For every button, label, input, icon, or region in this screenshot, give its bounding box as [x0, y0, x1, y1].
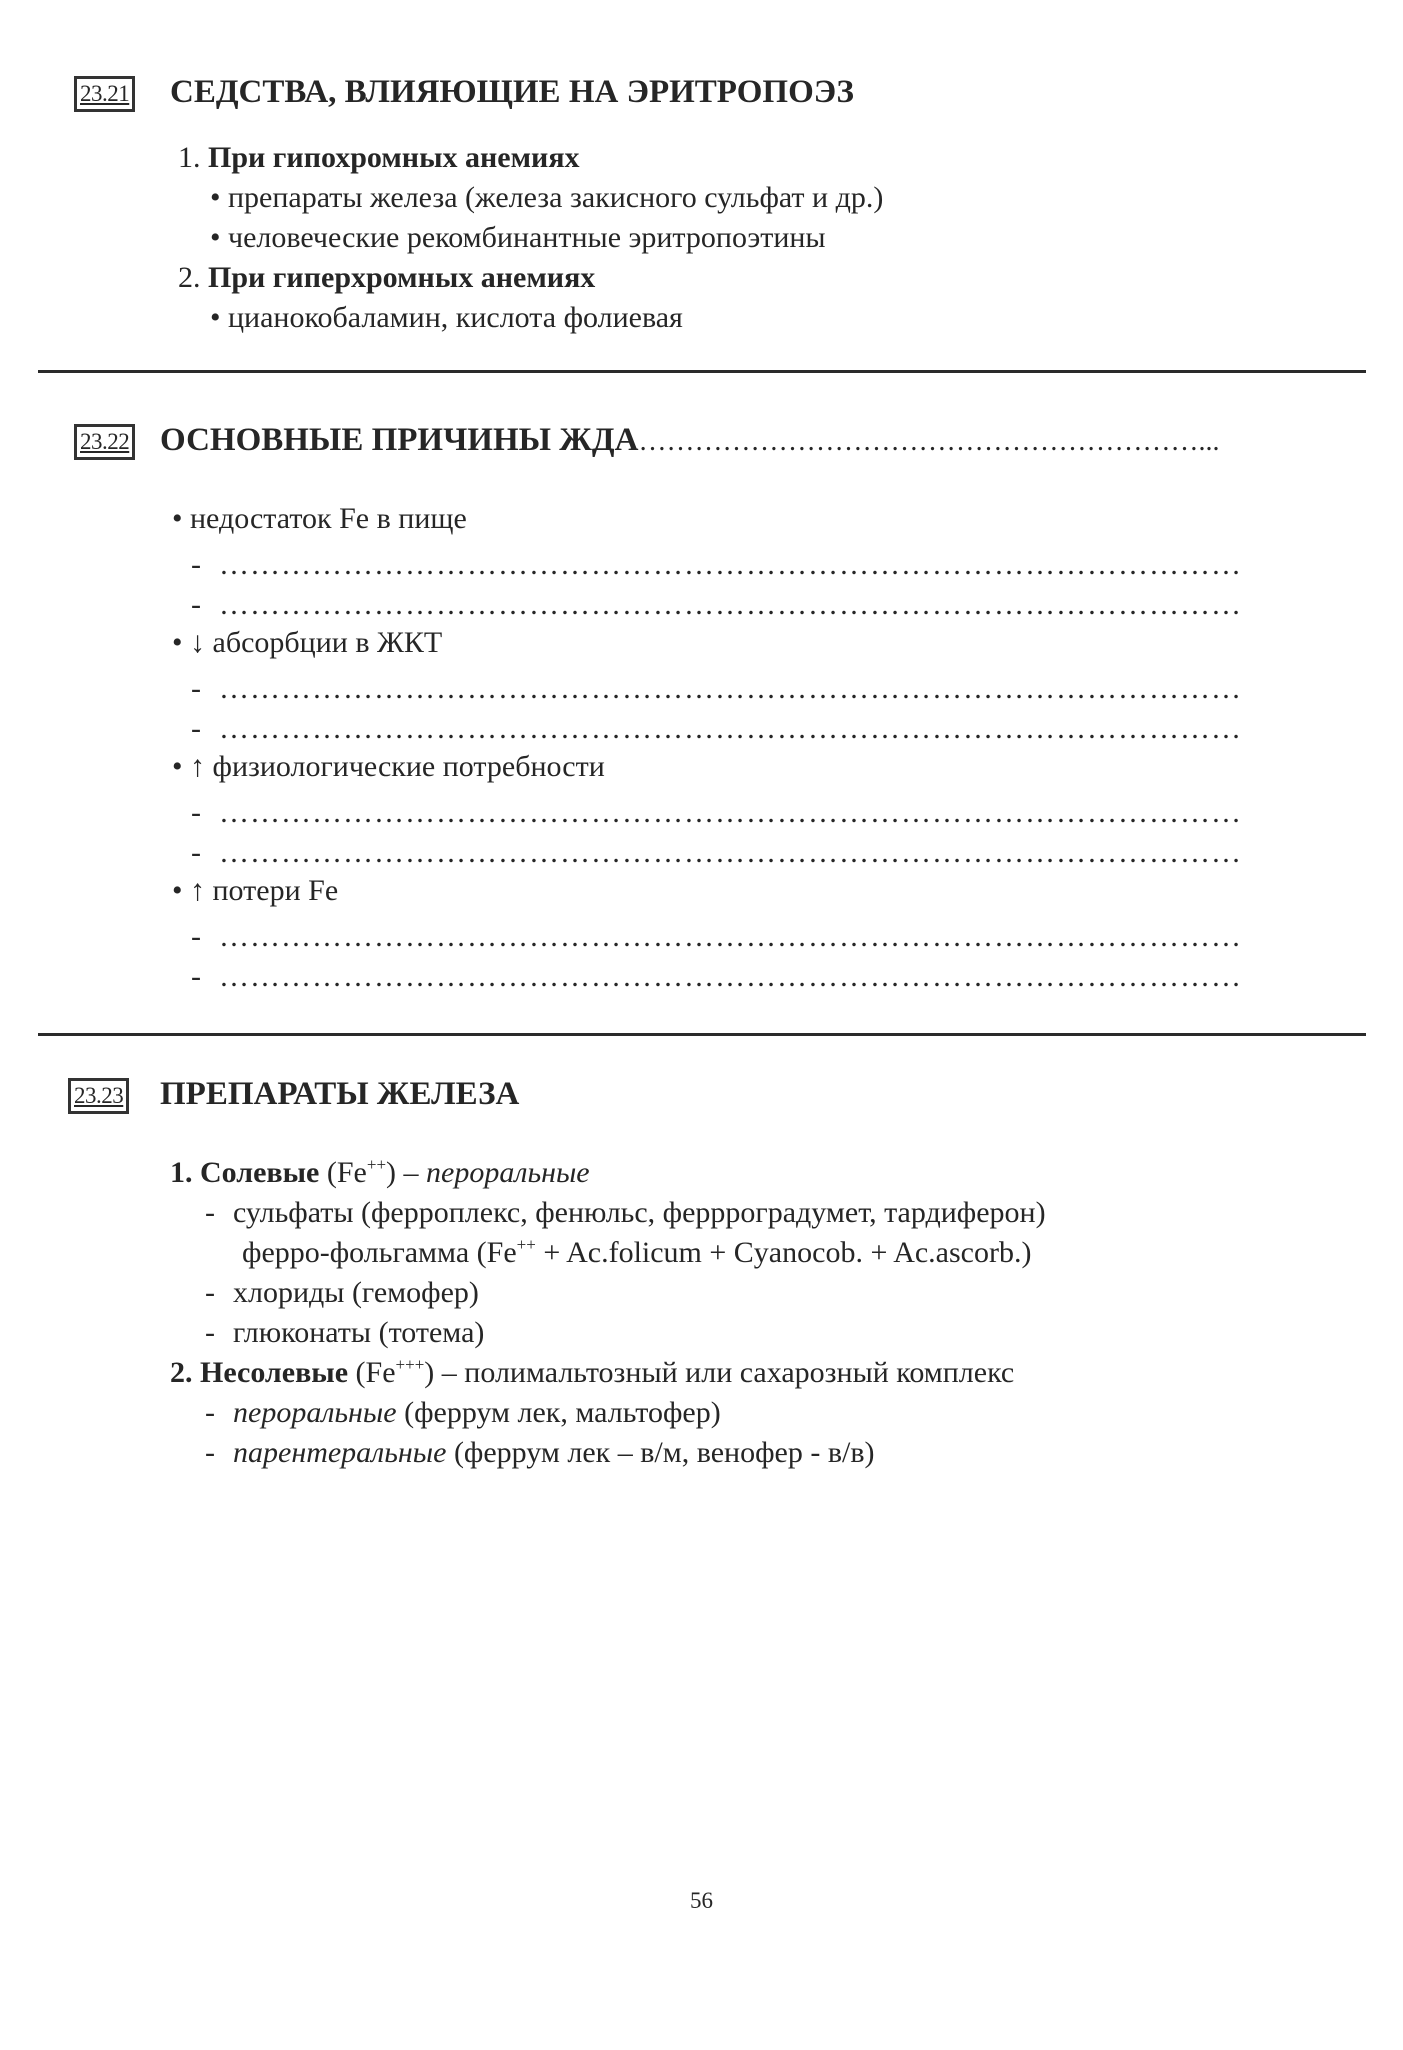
section-title-23-21: СЕДСТВА, ВЛИЯЮЩИЕ НА ЭРИТРОПОЭЗ — [170, 74, 854, 110]
dash: - — [191, 796, 201, 829]
blank-line[interactable] — [191, 834, 1271, 872]
section-number-23-22: 23.22 — [74, 424, 135, 460]
bullet-item: • человеческие рекомбинантные эритропоэтины — [210, 221, 826, 254]
blank-line[interactable] — [191, 546, 1271, 584]
dots: ……………………………………………………………………………………… — [219, 672, 1242, 705]
formula-end: ) – полимальтозный или сахарозный комплекс — [424, 1356, 1015, 1389]
formula: (Fe — [355, 1356, 396, 1389]
route-label: парентеральные — [233, 1436, 447, 1469]
list-heading: При гипохромных анемиях — [208, 141, 580, 174]
section-divider — [38, 370, 1366, 373]
section-title-23-22 — [160, 420, 1219, 462]
section-divider — [38, 1033, 1366, 1036]
page-number: 56 — [690, 1888, 713, 1913]
cause-bullet: • ↑ потери Fe — [172, 874, 339, 907]
blank-line[interactable] — [191, 710, 1271, 748]
dash: - — [191, 548, 201, 581]
dots: ……………………………………………………………………………………… — [219, 920, 1242, 953]
list-item-continued — [242, 1234, 1031, 1272]
group-2-heading — [170, 1354, 1014, 1392]
dash: - — [191, 672, 201, 705]
title-text: ОСНОВНЫЕ ПРИЧИНЫ ЖДА — [160, 422, 639, 458]
formula-charge: ++ — [516, 1235, 536, 1254]
formula: (Fe — [326, 1156, 367, 1189]
cause-bullet: • недостаток Fe в пище — [172, 502, 467, 535]
list-item — [205, 1194, 1046, 1232]
title-fill-dots: ……………………………………………………... — [638, 426, 1220, 457]
dots: ……………………………………………………………………………………… — [219, 548, 1242, 581]
dash: - — [205, 1316, 215, 1349]
formula-charge: +++ — [395, 1355, 425, 1374]
blank-line[interactable] — [191, 958, 1271, 996]
blank-line[interactable] — [191, 586, 1271, 624]
list-item — [205, 1434, 874, 1472]
dash: - — [191, 588, 201, 621]
list-number: 2. — [178, 261, 201, 294]
list-item — [205, 1314, 484, 1352]
cause-bullet: • ↑ физиологические потребности — [172, 750, 605, 783]
item-text: (феррум лек, мальтофер) — [396, 1396, 721, 1429]
formula-end: ) – — [386, 1156, 419, 1189]
item-text: (феррум лек – в/м, венофер - в/в) — [446, 1436, 875, 1469]
formula-charge: ++ — [366, 1155, 387, 1174]
dash: - — [191, 712, 201, 745]
dash: - — [205, 1436, 215, 1469]
blank-line[interactable] — [191, 918, 1271, 956]
list-item-1 — [178, 139, 580, 177]
dots: ……………………………………………………………………………………… — [219, 960, 1242, 993]
group-label: 2. Несолевые — [170, 1356, 349, 1389]
blank-line[interactable] — [191, 794, 1271, 832]
dots: ……………………………………………………………………………………… — [219, 712, 1242, 745]
bullet-item: • препараты железа (железа закисного сульфат и др.) — [210, 181, 884, 214]
dash: - — [205, 1196, 215, 1229]
bullet-item: • цианокобаламин, кислота фолиевая — [210, 301, 683, 334]
item-text: хлориды (гемофер) — [233, 1276, 479, 1309]
item-text: глюконаты (тотема) — [233, 1316, 485, 1349]
dash: - — [205, 1396, 215, 1429]
section-title-23-23: ПРЕПАРАТЫ ЖЕЛЕЗА — [160, 1076, 520, 1112]
dots: ……………………………………………………………………………………… — [219, 796, 1242, 829]
combo-text-end: + Ac.folicum + Cyanocob. + Ac.ascorb.) — [535, 1236, 1032, 1269]
list-item-2 — [178, 259, 595, 297]
combo-text: ферро-фольгамма (Fe — [242, 1236, 517, 1269]
group-1-heading — [170, 1154, 590, 1192]
dots: ……………………………………………………………………………………… — [219, 588, 1242, 621]
route-label: пероральные — [426, 1156, 590, 1189]
dash: - — [191, 920, 201, 953]
item-text: сульфаты (ферроплекс, фенюльс, феррроградумет, тардиферон) — [233, 1196, 1046, 1229]
group-label: 1. Солевые — [170, 1156, 320, 1189]
list-item — [205, 1394, 721, 1432]
dash: - — [205, 1276, 215, 1309]
list-heading: При гиперхромных анемиях — [208, 261, 596, 294]
list-number: 1. — [178, 141, 201, 174]
section-number-23-21: 23.21 — [74, 76, 135, 112]
dash: - — [191, 960, 201, 993]
cause-bullet: • ↓ абсорбции в ЖКТ — [172, 626, 443, 659]
section-number-23-23: 23.23 — [68, 1078, 129, 1114]
dots: ……………………………………………………………………………………… — [219, 836, 1242, 869]
dash: - — [191, 836, 201, 869]
route-label: пероральные — [233, 1396, 397, 1429]
blank-line[interactable] — [191, 670, 1271, 708]
list-item — [205, 1274, 479, 1312]
